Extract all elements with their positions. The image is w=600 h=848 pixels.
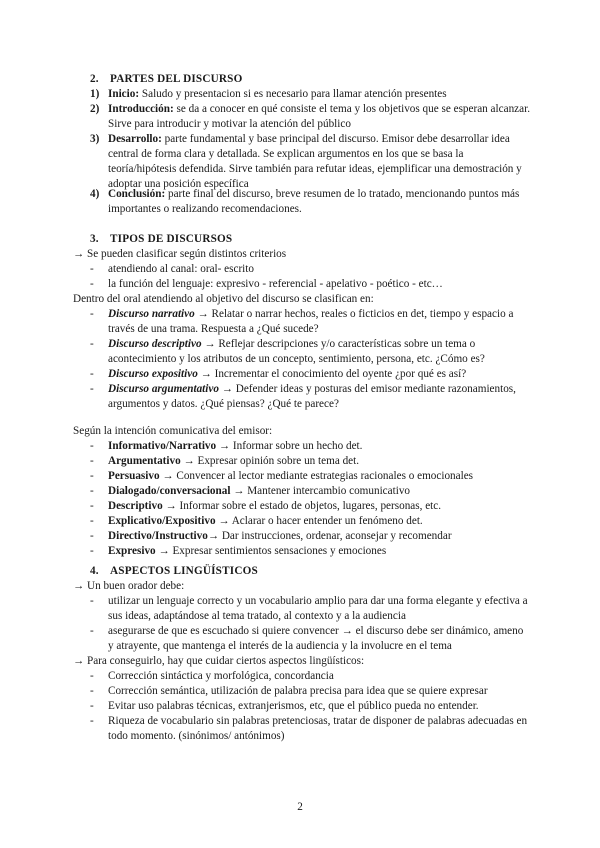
page-number: 2 xyxy=(297,801,303,813)
intent-intro: Según la intención comunicativa del emisor: xyxy=(73,425,273,437)
dash-marker: - xyxy=(90,500,94,512)
dash-marker: - xyxy=(90,308,94,320)
dash-marker: - xyxy=(90,470,94,482)
dash-marker: - xyxy=(90,670,94,682)
dash-marker: - xyxy=(90,455,94,467)
list-item: la función del lenguaje: expresivo - referencial - apelativo - poético - etc… xyxy=(108,278,443,290)
dash-marker: - xyxy=(90,515,94,527)
oral-intro: Dentro del oral atendiendo al objetivo del discurso se clasifican en: xyxy=(73,293,374,305)
aspects-intro: → Para conseguirlo, hay que cuidar ciertos aspectos lingüísticos: xyxy=(73,655,365,667)
section-number: 3. xyxy=(90,233,99,245)
list-item: Riqueza de vocabulario sin palabras pretenciosas, tratar de disponer de palabras adecuadas en todo momento. (sinónimos/ antónimos) xyxy=(108,715,528,742)
dash-marker: - xyxy=(90,368,94,380)
list-item: 2) Introducción: se da a conocer en qué consiste el tema y los objetivos que se esperan alcanzar. Sirve para introducir y motivar la atención del público xyxy=(90,103,530,130)
dash-marker: - xyxy=(90,338,94,350)
list-item: Dialogado/conversacional → Mantener intercambio comunicativo xyxy=(108,485,411,497)
section-2-heading xyxy=(90,72,243,87)
section-title: ASPECTOS LINGÜÍSTICOS xyxy=(110,565,258,577)
list-item: Persuasivo → Convencer al lector mediante estrategias racionales o emocionales xyxy=(108,470,474,482)
list-item: 4) Conclusión: parte final del discurso, breve resumen de lo tratado, mencionando puntos más importantes o realizando recomendaciones. xyxy=(90,188,520,215)
list-item: Explicativo/Expositivo → Aclarar o hacer entender un fenómeno det. xyxy=(108,515,423,527)
list-item: Descriptivo → Informar sobre el estado de objetos, lugares, personas, etc. xyxy=(108,500,442,512)
dash-marker: - xyxy=(90,263,94,275)
list-item: Directivo/Instructivo→ Dar instrucciones, ordenar, aconsejar y recomendar xyxy=(108,530,452,542)
section-number: 2. xyxy=(90,73,99,85)
dash-marker: - xyxy=(90,278,94,290)
dash-marker: - xyxy=(90,625,94,637)
list-item: Discurso descriptivo → Reflejar descripciones y/o características sobre un tema o acontecimiento y los atributos de un concepto, sentimiento, persona, etc. ¿Cómo es? xyxy=(108,338,485,365)
section-4-heading xyxy=(90,564,258,579)
list-item: utilizar un lenguaje correcto y un vocabulario amplio para dar una forma elegante y efectiva a sus ideas, adaptándose al tema tratado, al contexto y a la audiencia xyxy=(108,595,528,622)
list-item: Discurso narrativo → Relatar o narrar hechos, reales o ficticios en det, tiempo y espacio a través de una trama. Respuesta a ¿Qué sucede? xyxy=(108,308,514,335)
list-item: asegurarse de que es escuchado si quiere convencer → el discurso debe ser dinámico, ameno y atrayente, que mantenga el interés de la audiencia y la involucre en el tema xyxy=(108,625,524,652)
list-item: atendiendo al canal: oral- escrito xyxy=(108,263,254,275)
dash-marker: - xyxy=(90,440,94,452)
dash-marker: - xyxy=(90,685,94,697)
dash-marker: - xyxy=(90,485,94,497)
list-item: Corrección semántica, utilización de palabra precisa para idea que se quiere expresar xyxy=(108,685,488,697)
list-item: Corrección sintáctica y morfológica, concordancia xyxy=(108,670,334,682)
dash-marker: - xyxy=(90,700,94,712)
list-item: Informativo/Narrativo → Informar sobre un hecho det. xyxy=(108,440,363,452)
dash-marker: - xyxy=(90,715,94,727)
list-item: Discurso argumentativo → Defender ideas y posturas del emisor mediante razonamientos, argumentos y datos. ¿Qué piensas? ¿Qué te parece? xyxy=(108,383,516,410)
list-item: Expresivo → Expresar sentimientos sensaciones y emociones xyxy=(108,545,387,557)
section-3-heading xyxy=(90,232,232,247)
section-title: TIPOS DE DISCURSOS xyxy=(110,233,233,245)
list-item: 3) Desarrollo: parte fundamental y base principal del discurso. Emisor debe desarrollar idea central de forma clara y detallada. Se explican argumentos en los que se basa la teoría/hipótesis defendida. Sirve también para refutar ideas, ejemplificar una demostración y adoptar una posición específica xyxy=(90,133,522,190)
criteria-intro: → Se pueden clasificar según distintos criterios xyxy=(73,248,287,260)
section-number: 4. xyxy=(90,565,99,577)
dash-marker: - xyxy=(90,530,94,542)
list-item: Evitar uso palabras técnicas, extranjerismos, etc, que el público pueda no entender. xyxy=(108,700,479,712)
orator-intro: → Un buen orador debe: xyxy=(73,580,185,592)
dash-marker: - xyxy=(90,595,94,607)
list-item: Discurso expositivo → Incrementar el conocimiento del oyente ¿por qué es así? xyxy=(108,368,467,380)
dash-marker: - xyxy=(90,383,94,395)
section-title: PARTES DEL DISCURSO xyxy=(110,73,243,85)
list-item: 1) Inicio: Saludo y presentacion si es necesario para llamar atención presentes xyxy=(90,88,447,100)
list-item: Argumentativo → Expresar opinión sobre un tema det. xyxy=(108,455,360,467)
dash-marker: - xyxy=(90,545,94,557)
